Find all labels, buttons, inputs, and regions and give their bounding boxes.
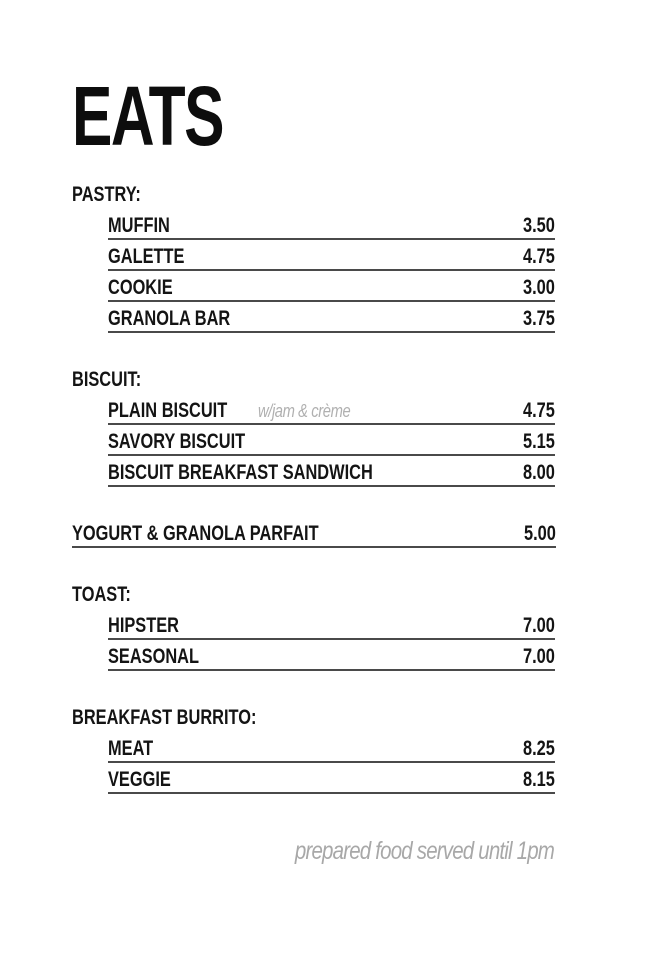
item-price: 7.00 [523, 614, 555, 637]
item-name: GRANOLA BAR [108, 307, 231, 330]
footer-note: prepared food served until 1pm [294, 837, 554, 865]
item-name: GALETTE [108, 245, 185, 268]
menu-item-galette [108, 243, 555, 271]
section-heading-toast: TOAST: [72, 583, 131, 606]
menu-item-hipster [108, 612, 555, 640]
menu-item-veggie [108, 766, 555, 794]
item-price: 7.00 [523, 645, 555, 668]
item-price: 3.75 [523, 307, 555, 330]
page-title: EATS [72, 69, 224, 163]
menu-item-yogurt-granola-parfait [72, 520, 556, 548]
menu-item-cookie [108, 274, 555, 302]
item-name: PLAIN BISCUIT [108, 399, 228, 422]
item-price: 8.25 [523, 737, 555, 760]
item-name: HIPSTER [108, 614, 179, 637]
item-price: 3.00 [523, 276, 555, 299]
menu-item-plain-biscuit [108, 397, 555, 425]
section-heading-pastry: PASTRY: [72, 183, 141, 206]
item-name: YOGURT & GRANOLA PARFAIT [72, 522, 319, 545]
section-heading-biscuit: BISCUIT: [72, 368, 142, 391]
item-name: MUFFIN [108, 214, 170, 237]
menu-item-savory-biscuit [108, 428, 555, 456]
item-price: 3.50 [523, 214, 555, 237]
item-name: VEGGIE [108, 768, 171, 791]
item-name: MEAT [108, 737, 154, 760]
item-price: 8.15 [523, 768, 555, 791]
item-price: 5.15 [523, 430, 555, 453]
item-note: w/jam & crème [258, 401, 351, 421]
item-name: COOKIE [108, 276, 173, 299]
menu-item-biscuit-breakfast-sandwich [108, 459, 555, 487]
item-price: 4.75 [523, 399, 555, 422]
menu-item-granola-bar [108, 305, 555, 333]
item-name: SEASONAL [108, 645, 200, 668]
item-name: SAVORY BISCUIT [108, 430, 246, 453]
menu-item-muffin [108, 212, 555, 240]
item-price: 4.75 [523, 245, 555, 268]
menu-item-seasonal [108, 643, 555, 671]
menu-item-meat [108, 735, 555, 763]
item-price: 8.00 [523, 461, 555, 484]
section-heading-breakfast-burrito: BREAKFAST BURRITO: [72, 706, 257, 729]
item-name: BISCUIT BREAKFAST SANDWICH [108, 461, 373, 484]
item-price: 5.00 [524, 522, 556, 545]
